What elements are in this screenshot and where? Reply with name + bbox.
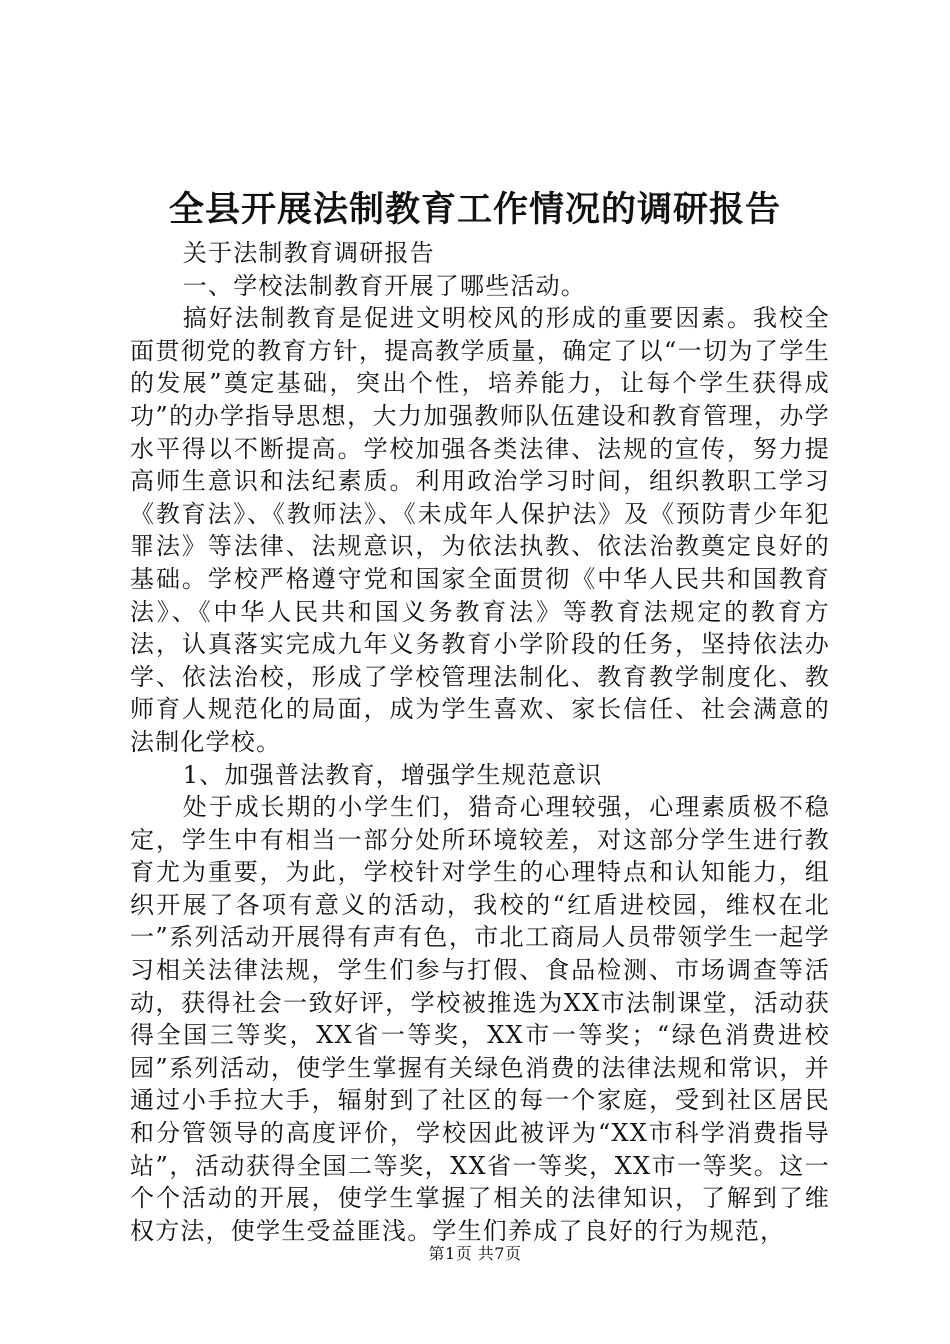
paragraph: 处于成长期的小学生们，猎奇心理较强，心理素质极不稳定，学生中有相当一部分处所环境较差，对这部分学生进行教育尤为重要，为此，学校针对学生的心理特点和认知能力，组织开展了各项有意义的活动，我校的“红盾进校园，维权在北一”系列活动开展得有声有色，市北工商局人员带领学生一起学习相关法律法规，学生们参与打假、食品检测、市场调查等活动，获得社会一致好评，学校被推选为XX市法制课堂，活动获得全国三等奖，XX省一等奖，XX市一等奖；“绿色消费进校园”系列活动，使学生掌握有关绿色消费的法律法规和常识，并通过小手拉大手，辐射到了社区的每一个家庭，受到社区居民和分管领导的高度评价，学校因此被评为“XX市科学消费指导站”，活动获得全国二等奖，XX省一等奖，XX市一等奖。这一个个活动的开展，使学生掌握了相关的法律知识，了解到了维权方法，使学生受益匪浅。学生们养成了良好的行为规范， xyxy=(130,793,830,1245)
section-heading: 一、学校法制教育开展了哪些活动。 xyxy=(182,271,586,300)
document-body xyxy=(130,237,830,1247)
paragraph: 搞好法制教育是促进文明校风的形成的重要因素。我校全面贯彻党的教育方针，提高教学质量，确定了以“一切为了学生的发展”奠定基础，突出个性，培养能力，让每个学生获得成功”的办学指导思想，大力加强教师队伍建设和教育管理，办学水平得以不断提高。学校加强各类法律、法规的宣传，努力提高师生意识和法纪素质。利用政治学习时间，组织教职工学习《教育法》、《教师法》、《未成年人保护法》及《预防青少年犯罪法》等法律、法规意识，为依法执教、依法治教奠定良好的基础。学校严格遵守党和国家全面贯彻《中华人民共和国教育法》、《中华人民共和国义务教育法》等教育法规定的教育方法，认真落实完成九年义务教育小学阶段的任务，坚持依法办学、依法治校，形成了学校管理法制化、教育教学制度化、教师育人规范化的局面，成为学生喜欢、家长信任、社会满意的法制化学校。 xyxy=(130,304,830,756)
subsection-heading: 1、加强普法教育，增强学生规范意识 xyxy=(182,760,603,789)
document-title: 全县开展法制教育工作情况的调研报告 xyxy=(168,189,781,230)
subtitle-line: 关于法制教育调研报告 xyxy=(182,239,435,267)
page-footer: 第1页 共7页 xyxy=(428,1244,522,1263)
